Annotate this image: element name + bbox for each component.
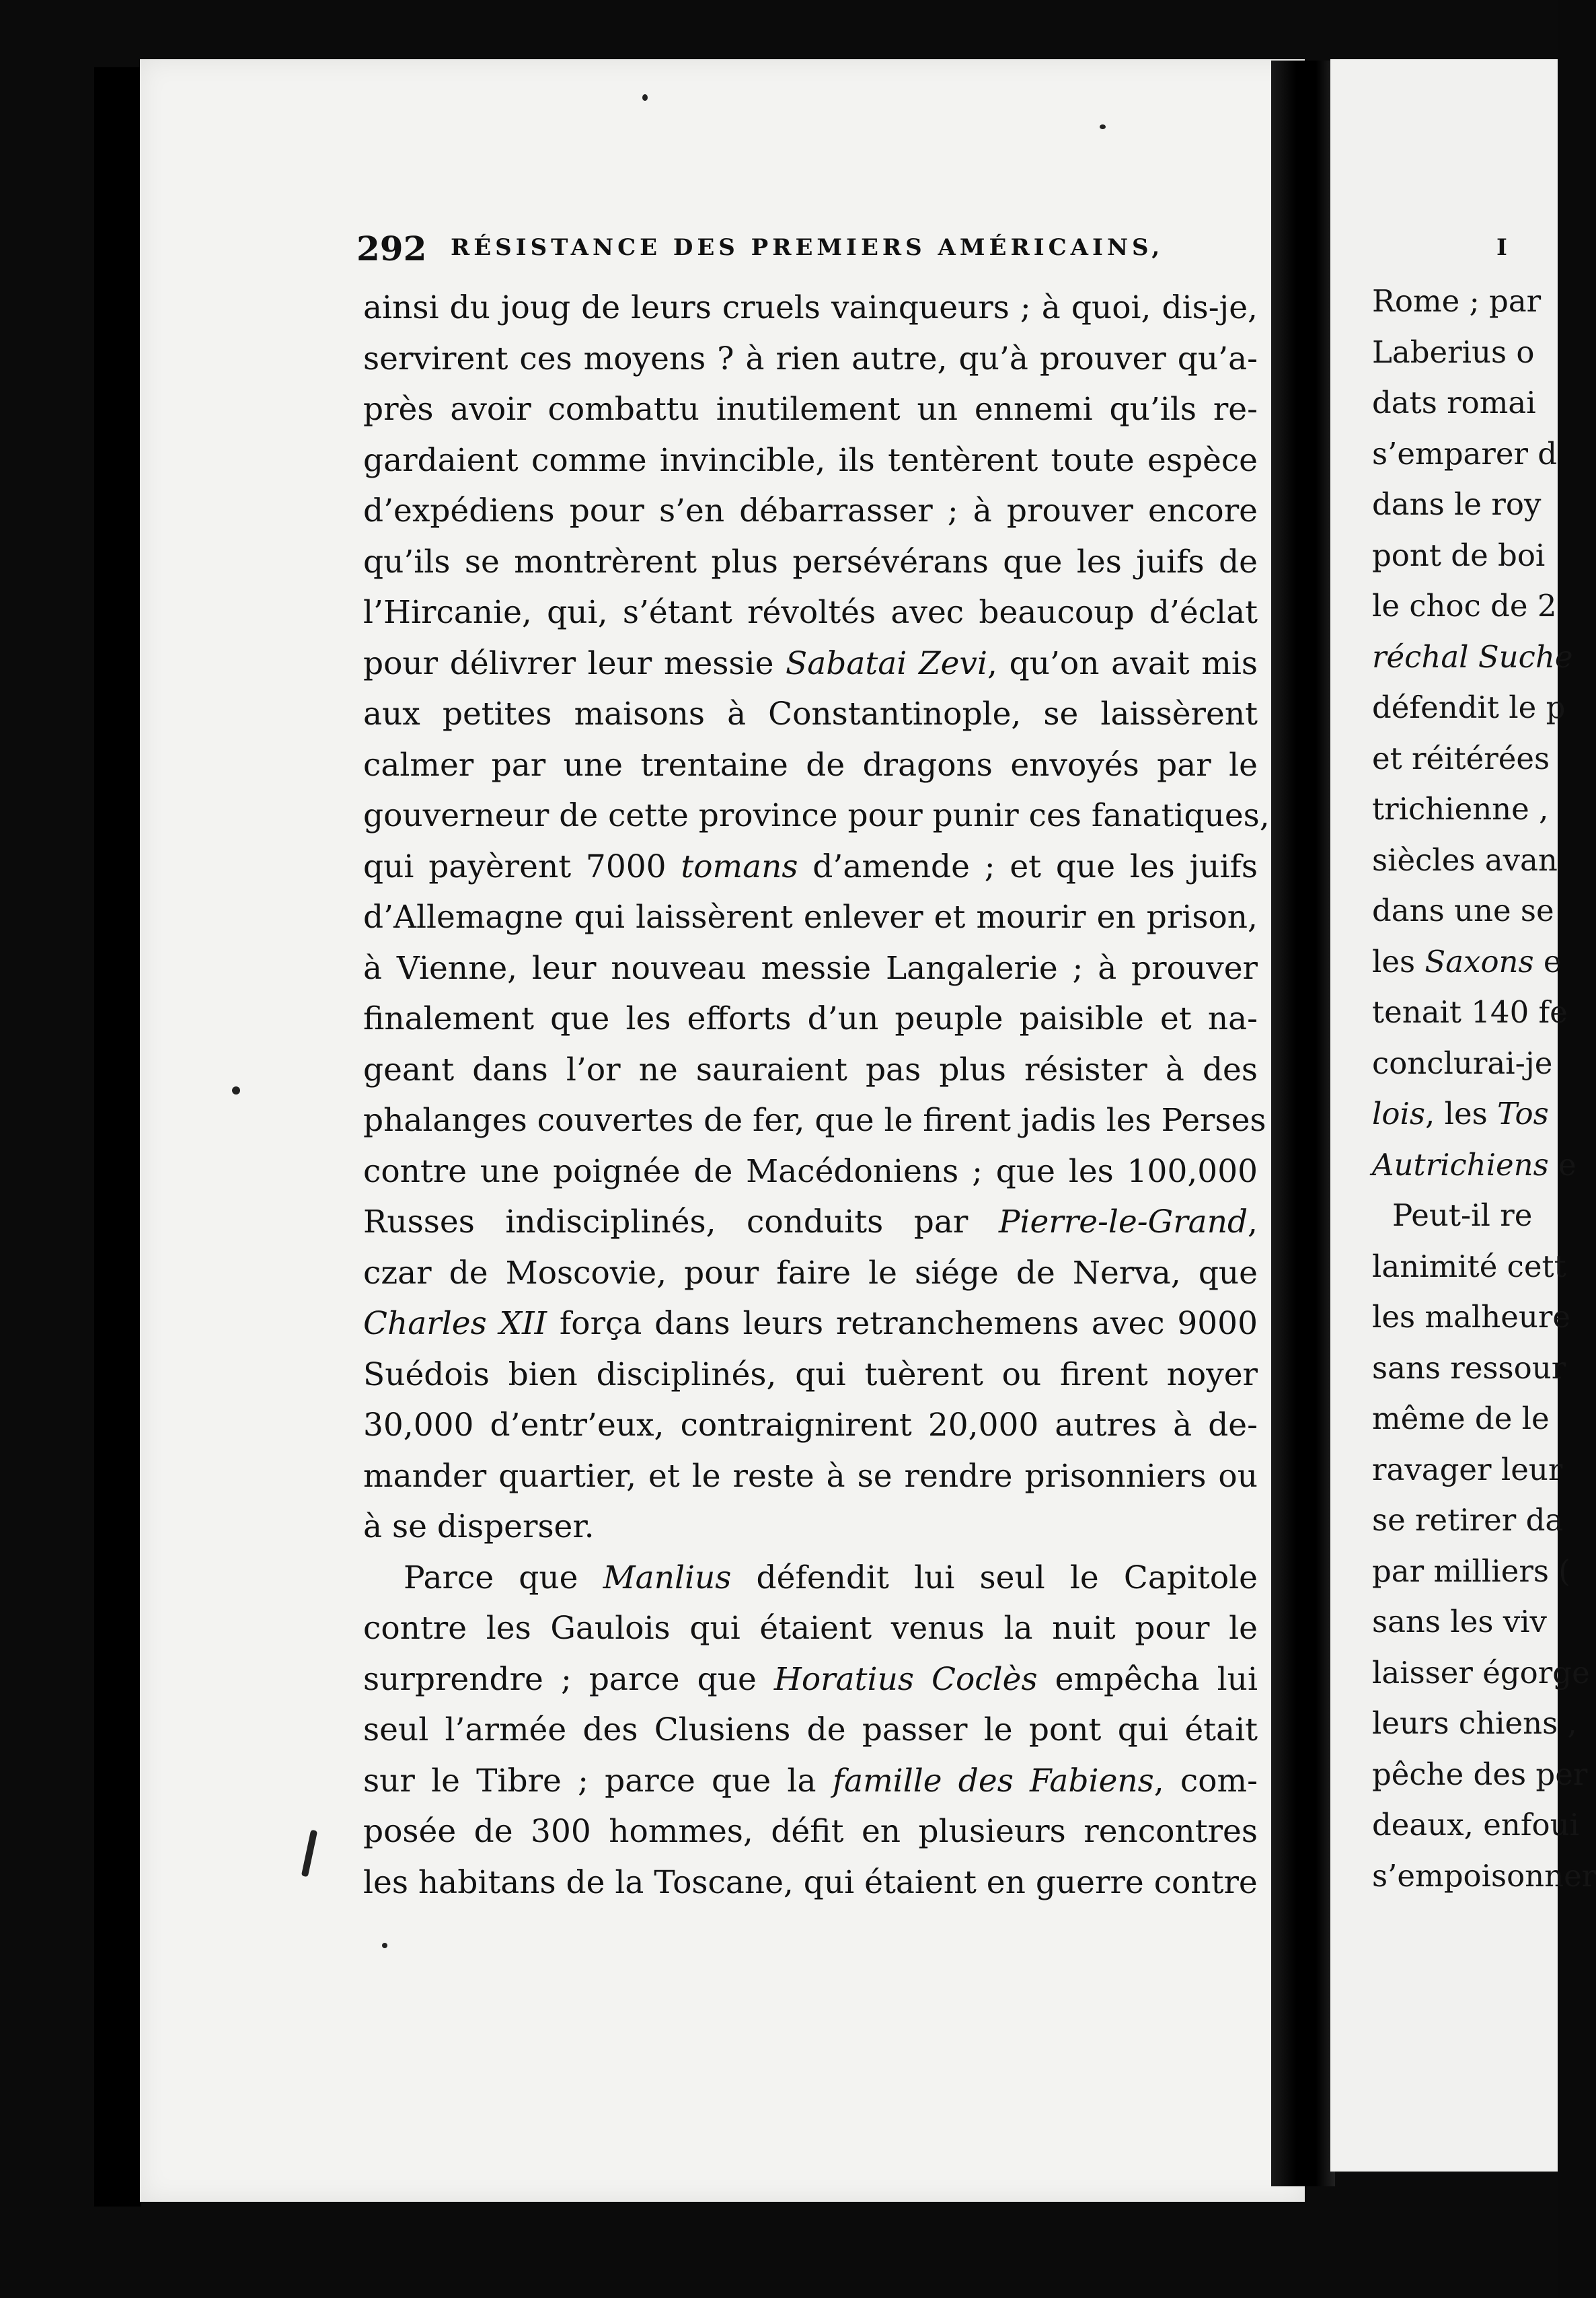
text-line xyxy=(1372,682,1574,733)
text-line xyxy=(1372,733,1574,784)
text-line xyxy=(1372,987,1574,1038)
text-segment: Parce que xyxy=(404,1559,603,1596)
text-segment: par milliers ( xyxy=(1372,1553,1570,1589)
text-line xyxy=(363,1806,1258,1857)
text-segment: pêche des per xyxy=(1372,1756,1588,1792)
ink-speck xyxy=(382,1943,387,1948)
italic-segment: Autrichiens xyxy=(1372,1146,1549,1183)
text-segment: sans ressour xyxy=(1372,1349,1566,1386)
text-segment: deaux, enfoui xyxy=(1372,1807,1579,1843)
text-line xyxy=(363,587,1258,638)
italic-segment: Horatius Coclès xyxy=(773,1660,1038,1698)
ink-speck xyxy=(232,1086,240,1095)
text-segment: les habitans de la Toscane, qui étaient en guerre contre xyxy=(363,1863,1258,1901)
text-segment: gardaient comme invincible, ils tentèrent toute espèce xyxy=(363,441,1258,479)
text-line xyxy=(1372,276,1574,327)
text-line xyxy=(1372,1088,1574,1140)
text-segment: , les xyxy=(1424,1096,1498,1132)
text-segment: finalement que les efforts d’un peuple paisible et na- xyxy=(363,1000,1258,1037)
text-line xyxy=(363,537,1258,588)
text-segment: contre une poignée de Macédoniens ; que les 100,000 xyxy=(363,1152,1258,1190)
text-segment: leurs chiens , xyxy=(1372,1705,1577,1741)
text-line xyxy=(363,994,1258,1045)
text-line xyxy=(1372,581,1574,632)
text-segment: s’empoisonner xyxy=(1372,1857,1596,1894)
text-line xyxy=(1372,632,1574,683)
text-segment: posée de 300 hommes, défit en plusieurs rencontres xyxy=(363,1813,1258,1850)
text-line xyxy=(1372,1444,1574,1495)
text-segment: sur le Tibre ; parce que la xyxy=(363,1762,833,1800)
text-line xyxy=(363,435,1258,486)
ink-speck xyxy=(1100,124,1106,129)
text-segment: siècles avan xyxy=(1372,842,1558,878)
text-segment: Peut-il re xyxy=(1392,1197,1533,1233)
right-page-body xyxy=(1372,276,1596,1901)
text-line xyxy=(1372,1038,1574,1089)
text-line xyxy=(1372,1140,1574,1191)
left-page-body xyxy=(363,283,1270,1908)
text-line xyxy=(1372,1292,1574,1343)
text-segment: geant dans l’or ne sauraient pas plus résister à des xyxy=(363,1051,1258,1088)
text-segment: même de le xyxy=(1372,1401,1550,1436)
text-segment: contre les Gaulois qui étaient venus la nuit pour le xyxy=(363,1610,1258,1647)
running-head-title: RÉSISTANCE DES PREMIERS AMÉRICAINS, xyxy=(451,234,1164,261)
text-line xyxy=(363,638,1258,690)
text-segment: les xyxy=(1372,943,1425,979)
text-line xyxy=(1372,885,1574,936)
text-segment: 30,000 d’entr’eux, contraignirent 20,000 autres à de- xyxy=(363,1407,1258,1444)
text-segment: Rome ; par xyxy=(1372,283,1542,319)
italic-segment: Manlius xyxy=(603,1559,732,1596)
text-line xyxy=(1372,1495,1574,1546)
text-line xyxy=(363,842,1258,893)
text-line xyxy=(1372,530,1574,581)
text-segment: surprendre ; parce que xyxy=(363,1660,774,1698)
text-line xyxy=(1372,1343,1574,1394)
text-segment: czar de Moscovie, pour faire le siége de Nerva, que xyxy=(363,1254,1258,1292)
text-line xyxy=(363,1756,1258,1807)
text-segment: s’emparer d xyxy=(1372,435,1558,472)
text-segment: servirent ces moyens ? à rien autre, qu’à prouver qu’a- xyxy=(363,340,1258,377)
text-line xyxy=(1372,1596,1574,1647)
italic-segment: réchal Suche xyxy=(1372,638,1573,675)
italic-segment: Sabatai Zevi xyxy=(786,644,988,682)
text-segment: aux petites maisons à Constantinople, se laissèrent xyxy=(363,696,1258,733)
text-line xyxy=(1372,1647,1590,1699)
italic-segment: Saxons xyxy=(1424,943,1534,979)
text-segment: tenait 140 fe xyxy=(1372,994,1568,1030)
text-line xyxy=(1372,1190,1574,1241)
text-line xyxy=(363,689,1258,740)
text-line xyxy=(363,1146,1258,1197)
italic-segment: Tos xyxy=(1497,1096,1549,1132)
text-line xyxy=(1372,936,1574,988)
text-line xyxy=(363,1298,1258,1349)
page-number: 292 xyxy=(356,229,427,268)
text-segment: Laberius o xyxy=(1372,334,1535,370)
text-segment: se retirer da xyxy=(1372,1502,1564,1538)
text-segment: Suédois bien disciplinés, qui tuèrent ou firent noyer xyxy=(363,1356,1258,1393)
text-line xyxy=(363,384,1258,435)
text-segment: , qu’on avait mis xyxy=(987,644,1258,682)
text-line xyxy=(1372,1546,1574,1597)
text-line xyxy=(363,740,1258,791)
italic-segment: tomans xyxy=(681,848,798,885)
text-segment: e xyxy=(1548,1146,1576,1183)
text-segment: dans le roy xyxy=(1372,486,1542,522)
text-line xyxy=(363,1349,1258,1401)
text-line xyxy=(363,892,1258,943)
text-line xyxy=(1372,1749,1588,1800)
text-segment: dans une se xyxy=(1372,893,1554,928)
text-segment: laisser égorge xyxy=(1372,1654,1590,1691)
text-line xyxy=(1372,1393,1574,1444)
text-line xyxy=(363,283,1258,334)
text-segment: gouverneur de cette province pour punir ces fanatiques, xyxy=(363,797,1270,834)
text-segment: , xyxy=(1248,1203,1258,1240)
italic-segment: Pierre-le-Grand xyxy=(998,1203,1248,1240)
text-segment: l’Hircanie, qui, s’étant révoltés avec beaucoup d’éclat xyxy=(363,594,1258,631)
text-segment: pour délivrer leur messie xyxy=(363,644,786,682)
text-segment: près avoir combattu inutilement un ennemi qu’ils re- xyxy=(363,391,1258,428)
text-line xyxy=(363,1502,1258,1553)
text-line xyxy=(363,1197,1258,1248)
italic-segment: famille des Fabiens xyxy=(832,1762,1154,1800)
text-line xyxy=(1372,429,1574,480)
text-segment: d’amende ; et que les juifs xyxy=(798,848,1258,885)
text-line xyxy=(363,943,1258,994)
left-binding-shadow xyxy=(94,67,141,2207)
text-segment: ravager leur xyxy=(1372,1451,1563,1487)
text-segment: calmer par une trentaine de dragons envoyés par le xyxy=(363,746,1258,784)
text-line xyxy=(1372,377,1574,429)
text-line xyxy=(363,790,1270,842)
text-segment: les malheure xyxy=(1372,1299,1571,1335)
text-segment: ainsi du joug de leurs cruels vainqueurs ; à quoi, dis-je, xyxy=(363,289,1258,326)
text-segment: qui payèrent 7000 xyxy=(363,848,681,885)
text-line xyxy=(363,1857,1258,1908)
text-segment: seul l’armée des Clusiens de passer le pont qui était xyxy=(363,1711,1258,1748)
text-line xyxy=(1372,479,1574,530)
text-line xyxy=(363,334,1258,385)
text-segment: d’Allemagne qui laissèrent enlever et mourir en prison, xyxy=(363,899,1258,936)
text-segment: sans les viv xyxy=(1372,1604,1547,1639)
italic-segment: Charles XII xyxy=(363,1305,547,1342)
text-line xyxy=(363,1654,1258,1705)
text-line xyxy=(1372,327,1574,378)
italic-segment: lois xyxy=(1372,1096,1425,1132)
text-segment: pont de boi xyxy=(1372,537,1546,573)
ink-speck xyxy=(642,94,648,101)
text-line xyxy=(363,486,1258,537)
text-segment: défendit lui seul le Capitole xyxy=(731,1559,1258,1596)
text-segment: défendit le p xyxy=(1372,690,1566,725)
text-segment: mander quartier, et le reste à se rendre prisonniers ou xyxy=(363,1457,1258,1495)
text-segment: lanimité cett xyxy=(1372,1248,1566,1284)
text-line xyxy=(1372,1800,1579,1851)
text-line xyxy=(363,1045,1258,1096)
text-segment: phalanges couvertes de fer, que le firent jadis les Perses xyxy=(363,1102,1266,1139)
text-segment: à Vienne, leur nouveau messie Langalerie ; à prouver xyxy=(363,949,1258,987)
text-line xyxy=(363,1705,1258,1756)
text-line xyxy=(363,1248,1258,1299)
text-line xyxy=(1372,1698,1577,1749)
text-segment: trichienne , xyxy=(1372,791,1549,827)
text-line xyxy=(363,1603,1258,1654)
text-line xyxy=(363,1451,1258,1502)
text-segment: e xyxy=(1533,943,1562,979)
text-segment: empêcha lui xyxy=(1037,1660,1258,1698)
text-segment: conclurai-je xyxy=(1372,1045,1553,1081)
text-segment: le choc de 2 xyxy=(1372,588,1557,624)
text-line xyxy=(363,1553,1258,1604)
text-segment: et réitérées xyxy=(1372,740,1550,776)
text-segment: qu’ils se montrèrent plus persévérans que les juifs de xyxy=(363,543,1258,581)
book-gutter xyxy=(1271,61,1335,2186)
text-segment: dats romai xyxy=(1372,385,1536,420)
text-line xyxy=(1372,835,1574,886)
text-line xyxy=(1372,1241,1574,1292)
text-line xyxy=(1372,784,1574,835)
text-line xyxy=(363,1095,1266,1146)
right-running-head-fragment: I xyxy=(1496,234,1507,261)
text-segment: , com- xyxy=(1153,1762,1258,1800)
text-line xyxy=(363,1400,1258,1451)
text-segment: à se disperser. xyxy=(363,1508,595,1545)
text-line xyxy=(1372,1851,1596,1902)
text-segment: Russes indisciplinés, conduits par xyxy=(363,1203,999,1240)
text-segment: força dans leurs retranchemens avec 9000 xyxy=(547,1305,1258,1342)
text-segment: d’expédiens pour s’en débarrasser ; à prouver encore xyxy=(363,492,1258,529)
running-head xyxy=(356,222,1392,276)
